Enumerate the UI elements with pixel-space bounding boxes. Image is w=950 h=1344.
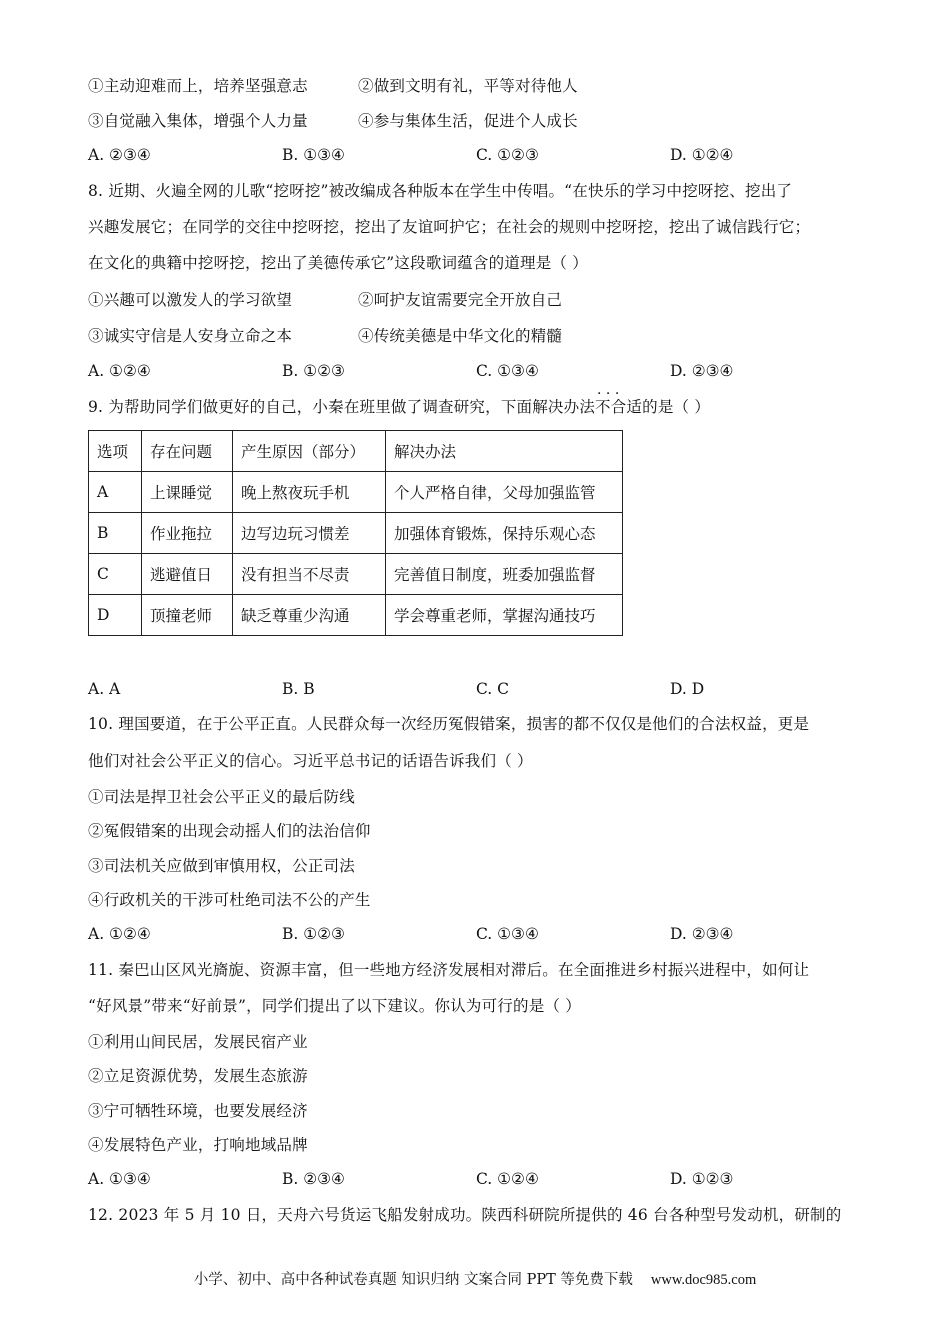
q8-statement-3: ③诚实守信是人安身立命之本 — [88, 327, 293, 345]
q8-statements-row1 — [88, 290, 562, 310]
q10-stem-line1: 10. 理国要道，在于公平正直。人民群众每一次经历冤假错案，损害的都不仅仅是他们的合法权益，更是 — [88, 715, 810, 733]
q8-statement-4: ④传统美德是中华文化的精髓 — [358, 327, 563, 345]
q8-stem-line3: 在文化的典籍中挖呀挖，挖出了美德传承它”这段歌词蕴含的道理是（ ） — [88, 254, 588, 272]
q11-option-b[interactable]: B. ②③④ — [282, 1170, 345, 1188]
q8-option-b[interactable]: B. ①②③ — [282, 362, 345, 380]
q9-survey-table — [88, 430, 623, 636]
q7-statement-4: ④参与集体生活，促进个人成长 — [358, 112, 578, 130]
table-cell: D — [89, 595, 142, 636]
footer-url-link[interactable]: www.doc985.com — [650, 1272, 757, 1288]
q7-statement-1: ①主动迎难而上，培养坚强意志 — [88, 77, 308, 95]
q8-statement-2: ②呵护友谊需要完全开放自己 — [358, 291, 563, 309]
table-cell: C — [89, 554, 142, 595]
q7-statement-3: ③自觉融入集体，增强个人力量 — [88, 112, 308, 130]
q9-stem-before: 9. 为帮助同学们做更好的自己，小秦在班里做了调查研究，下面解决办法 — [88, 398, 596, 416]
q7-option-d[interactable]: D. ①②④ — [670, 146, 734, 164]
table-cell: 顶撞老师 — [142, 595, 233, 636]
q10-statement-4: ④行政机关的干涉可杜绝司法不公的产生 — [88, 891, 371, 909]
q10-option-a[interactable]: A. ①②④ — [88, 925, 151, 943]
q10-statement-3: ③司法机关应做到审慎用权，公正司法 — [88, 857, 355, 875]
table-cell: 完善值日制度，班委加强监督 — [386, 554, 623, 595]
q10-statement-1: ①司法是捍卫社会公平正义的最后防线 — [88, 788, 355, 806]
q7-statements-row1 — [88, 76, 578, 96]
q8-stem-line1: 8. 近期、火遍全网的儿歌“挖呀挖”被改编成各种版本在学生中传唱。“在快乐的学习中挖呀挖、挖出了 — [88, 182, 793, 200]
table-cell: 作业拖拉 — [142, 513, 233, 554]
q11-stem-line1: 11. 秦巴山区风光旖旎、资源丰富，但一些地方经济发展相对滞后。在全面推进乡村振兴进程中，如何让 — [88, 961, 810, 979]
q10-option-b[interactable]: B. ①②③ — [282, 925, 345, 943]
table-row — [89, 595, 623, 636]
q10-statement-2: ②冤假错案的出现会动摇人们的法治信仰 — [88, 822, 371, 840]
q11-statement-1: ①利用山间民居，发展民宿产业 — [88, 1033, 308, 1051]
q9-option-a[interactable]: A. A — [88, 680, 121, 698]
table-cell: 上课睡觉 — [142, 472, 233, 513]
table-cell: 缺乏尊重少沟通 — [233, 595, 386, 636]
q9-option-d[interactable]: D. D — [670, 680, 705, 698]
q11-statement-3: ③宁可牺牲环境，也要发展经济 — [88, 1102, 308, 1120]
q8-option-c[interactable]: C. ①③④ — [476, 362, 539, 380]
table-cell: A — [89, 472, 142, 513]
q7-statement-2: ②做到文明有礼，平等对待他人 — [358, 77, 578, 95]
q11-statement-4: ④发展特色产业，打响地域品牌 — [88, 1136, 308, 1154]
table-header-cell: 选项 — [89, 431, 142, 472]
q8-option-a[interactable]: A. ①②④ — [88, 362, 151, 380]
q7-option-a[interactable]: A. ②③④ — [88, 146, 151, 164]
table-row — [89, 472, 623, 513]
q9-option-b[interactable]: B. B — [282, 680, 315, 698]
q9-stem-after: 的是（ ） — [642, 398, 711, 416]
q8-statement-1: ①兴趣可以激发人的学习欲望 — [88, 291, 293, 309]
table-header-cell: 存在问题 — [142, 431, 233, 472]
table-header-row — [89, 431, 623, 472]
table-cell: 加强体育锻炼，保持乐观心态 — [386, 513, 623, 554]
footer-text: 小学、初中、高中各种试卷真题 知识归纳 文案合同 PPT 等免费下载 — [193, 1272, 633, 1288]
table-cell: 学会尊重老师，掌握沟通技巧 — [386, 595, 623, 636]
q7-option-c[interactable]: C. ①②③ — [476, 146, 539, 164]
q9-stem — [88, 397, 710, 417]
q10-option-c[interactable]: C. ①③④ — [476, 925, 539, 943]
table-row — [89, 554, 623, 595]
q11-stem-line2: “好风景”带来“好前景”，同学们提出了以下建议。你认为可行的是（ ） — [88, 997, 581, 1015]
table-cell: 个人严格自律，父母加强监管 — [386, 472, 623, 513]
q10-option-d[interactable]: D. ②③④ — [670, 925, 734, 943]
q8-stem-line2: 兴趣发展它；在同学的交往中挖呀挖，挖出了友谊呵护它；在社会的规则中挖呀挖，挖出了诚信践行它； — [88, 218, 811, 236]
q11-option-a[interactable]: A. ①③④ — [88, 1170, 151, 1188]
q10-stem-line2: 他们对社会公平正义的信心。习近平总书记的话语告诉我们（ ） — [88, 752, 533, 770]
table-cell: B — [89, 513, 142, 554]
table-header-cell: 解决办法 — [386, 431, 623, 472]
table-cell: 晚上熬夜玩手机 — [233, 472, 386, 513]
page-footer — [0, 1270, 950, 1290]
q8-statements-row2 — [88, 326, 562, 346]
q7-option-b[interactable]: B. ①③④ — [282, 146, 345, 164]
q11-statement-2: ②立足资源优势，发展生态旅游 — [88, 1067, 308, 1085]
q9-stem-emphasis: 不合适 · · · — [595, 397, 642, 417]
table-row — [89, 513, 623, 554]
q9-option-c[interactable]: C. C — [476, 680, 510, 698]
q7-statements-row2 — [88, 111, 578, 131]
table-cell: 边写边玩习惯差 — [233, 513, 386, 554]
table-cell: 逃避值日 — [142, 554, 233, 595]
q8-option-d[interactable]: D. ②③④ — [670, 362, 734, 380]
q12-stem-line1: 12. 2023 年 5 月 10 日，天舟六号货运飞船发射成功。陕西科研院所提供的 46 台各种型号发动机，研制的 — [88, 1206, 842, 1224]
q11-option-c[interactable]: C. ①②④ — [476, 1170, 539, 1188]
table-header-cell: 产生原因（部分） — [233, 431, 386, 472]
table-cell: 没有担当不尽责 — [233, 554, 386, 595]
q11-option-d[interactable]: D. ①②③ — [670, 1170, 734, 1188]
